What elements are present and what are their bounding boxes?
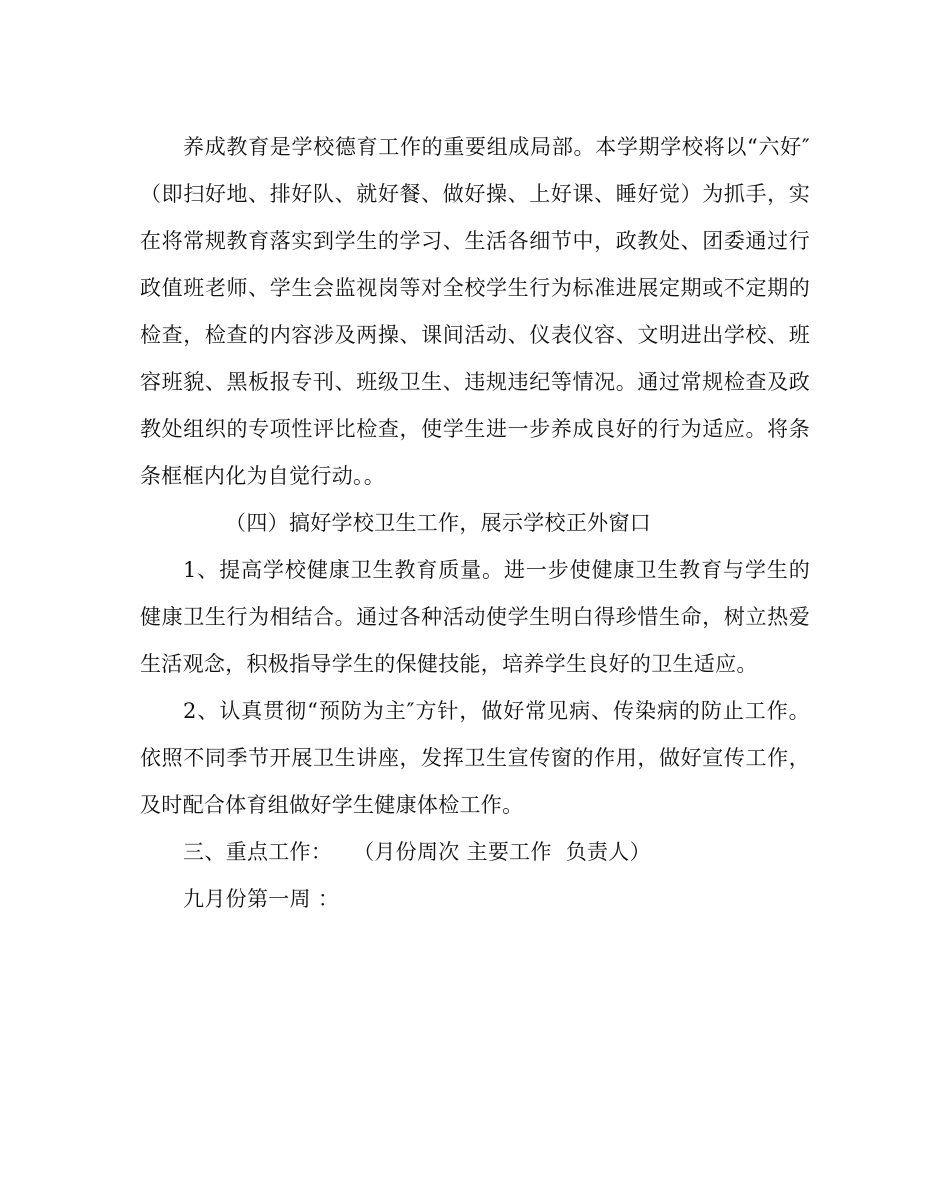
paragraph-habit-education: 养成教育是学校德育工作的重要组成局部。本学期学校将以“六好″（即扫好地、排好队、就好餐、做好操、上好课、睡好觉）为抓手，实在将常规教育落实到学生的学习、生活各细节中，政教处、团委通过行政值班老师、学生会监视岗等对全校学生行为标准进展定期或不定期的检查，检查的内容涉及两操、课间活动、仪表仪容、文明进出学校、班容班貌、黑板报专刊、班级卫生、违规违纪等情况。通过常规检查及政教处组织的专项性评比检查，使学生进一步养成良好的行为适应。将条条框框内化为自觉行动。。 [140,135,810,488]
paragraph-health-education: 1、提高学校健康卫生教育质量。进一步使健康卫生教育与学生的健康卫生行为相结合。通过各种活动使学生明白得珍惜生命，树立热爱生活观念，积极指导学生的保健技能，培养学生良好的卫生适应。 [140,558,810,676]
paragraph-september-week-one: 九月份第一周 ： [183,887,340,911]
section-heading-hygiene: （四）搞好学校卫生工作，展示学校正外窗口 [225,511,652,535]
paragraph-disease-prevention: 2、认真贯彻“预防为主″方针，做好常见病、传染病的防止工作。依照不同季节开展卫生讲座，发挥卫生宣传窗的作用，做好宣传工作，及时配合体育组做好学生健康体检工作。 [140,699,810,817]
paragraph-key-work: 三、重点工作： （月份周次 主要工作 负责人） [183,840,651,864]
document-body [140,124,810,923]
